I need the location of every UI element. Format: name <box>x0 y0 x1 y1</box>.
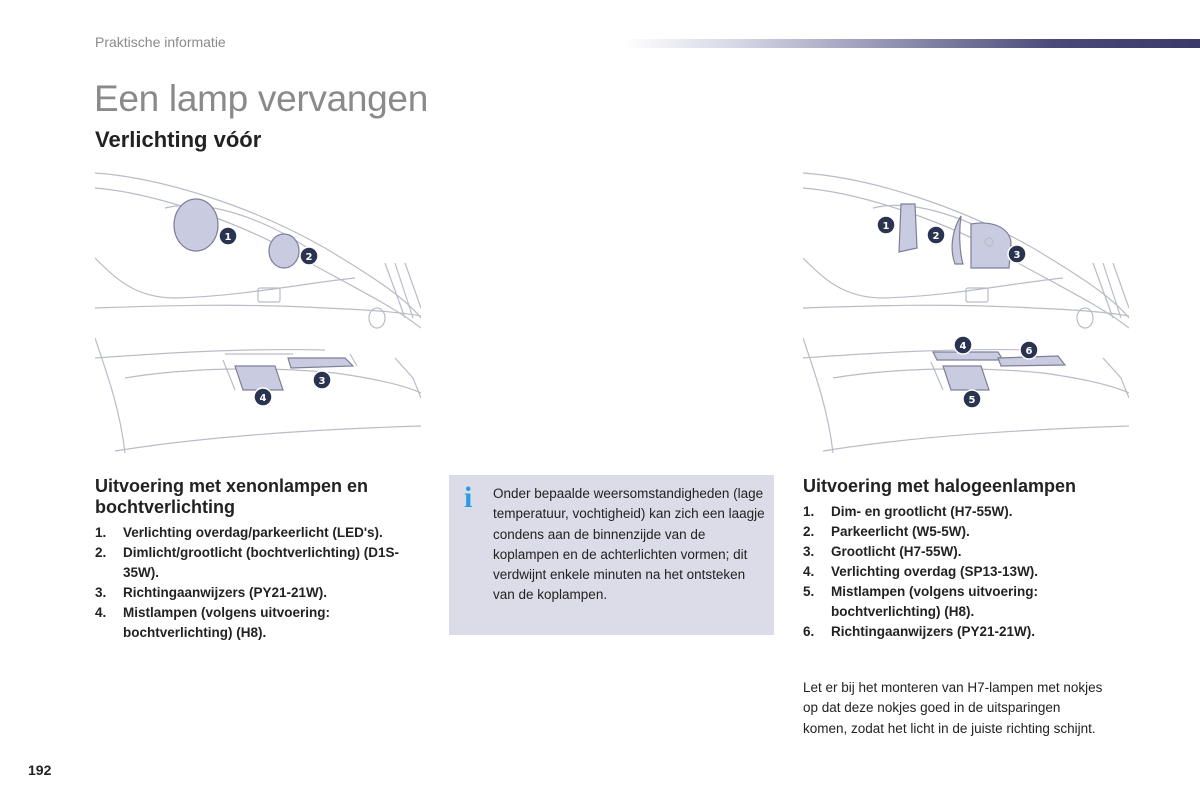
svg-text:4: 4 <box>959 341 967 352</box>
halogen-headlight-diagram <box>803 168 1129 453</box>
xenon-headlight-diagram <box>95 168 421 453</box>
halogen-lamp-list <box>803 502 1103 642</box>
halogen-label-6 <box>1020 341 1038 359</box>
list-item: 1. Dim- en grootlicht (H7-55W). <box>803 504 1013 519</box>
xenon-label-3 <box>313 371 331 389</box>
list-item: 1. Verlichting overdag/parkeerlicht (LED's). <box>95 525 383 540</box>
xenon-heading: Uitvoering met xenonlampen en bochtverlichting <box>95 476 369 517</box>
list-item: 4. Mistlampen (volgens uitvoering: bochtverlichting) (H8). <box>95 605 331 640</box>
section-label: Praktische informatie <box>95 34 226 50</box>
halogen-heading: Uitvoering met halogeenlampen <box>803 476 1077 496</box>
svg-text:4: 4 <box>259 393 267 404</box>
list-item: 5. Mistlampen (volgens uitvoering: bochtverlichting) (H8). <box>803 584 1039 619</box>
svg-text:2: 2 <box>932 231 940 242</box>
xenon-lamp-list <box>95 523 415 643</box>
page-number: 192 <box>28 762 52 778</box>
list-item: 3. Richtingaanwijzers (PY21-21W). <box>95 585 328 600</box>
list-item: 3. Grootlicht (H7-55W). <box>803 544 962 559</box>
h7-mounting-note: Let er bij het monteren van H7-lampen met nokjes op dat deze nokjes goed in de uitsparingen komen, zodat het licht in de juiste richting schijnt. <box>803 680 1103 736</box>
svg-text:1: 1 <box>882 221 890 232</box>
svg-text:6: 6 <box>1025 346 1033 357</box>
halogen-label-1 <box>877 216 895 234</box>
header-bar <box>622 39 1200 48</box>
page-subtitle: Verlichting vóór <box>95 127 262 152</box>
list-item: 4. Verlichting overdag (SP13-13W). <box>803 564 1039 579</box>
list-item: 2. Parkeerlicht (W5-5W). <box>803 524 970 539</box>
halogen-label-2 <box>927 226 945 244</box>
halogen-label-4 <box>954 336 972 354</box>
page-title: Een lamp vervangen <box>94 78 428 119</box>
info-icon: i <box>464 481 473 514</box>
svg-text:5: 5 <box>968 395 976 406</box>
halogen-label-3 <box>1008 245 1026 263</box>
svg-text:3: 3 <box>318 376 326 387</box>
svg-text:2: 2 <box>305 252 313 263</box>
info-box <box>449 475 774 635</box>
list-item: 6. Richtingaanwijzers (PY21-21W). <box>803 624 1036 639</box>
list-item: 2. Dimlicht/grootlicht (bochtverlichting) (D1S-35W). <box>95 545 399 580</box>
svg-text:3: 3 <box>1013 250 1021 261</box>
xenon-label-1 <box>219 227 237 245</box>
info-text: Onder bepaalde weersomstandigheden (lage temperatuur, vochtigheid) kan zich een laagje condens aan de binnenzijde van de koplampen en de achterlichten vormen; dit verdwijnt enkele minuten na het ontsteken van de koplampen. <box>493 486 765 603</box>
xenon-label-4 <box>254 388 272 406</box>
svg-text:1: 1 <box>224 232 232 243</box>
xenon-label-2 <box>300 247 318 265</box>
halogen-label-5 <box>963 390 981 408</box>
